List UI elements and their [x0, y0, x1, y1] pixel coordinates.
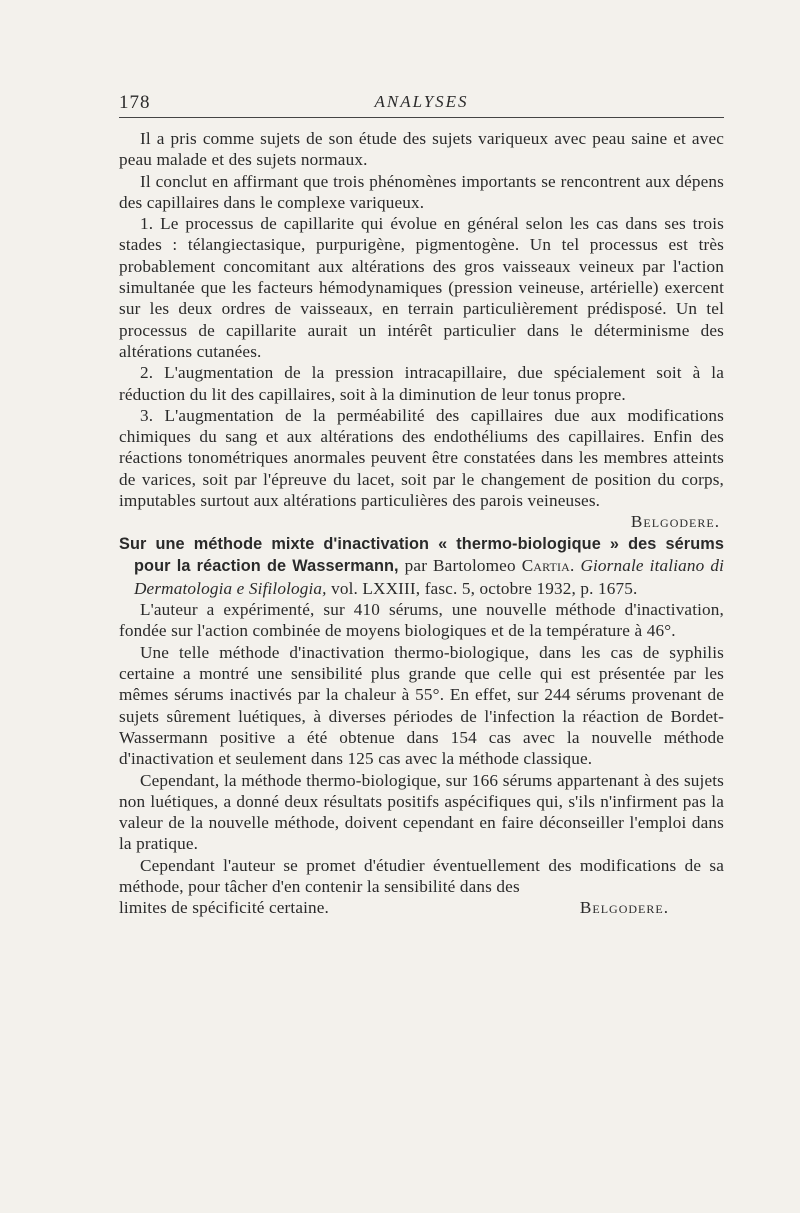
journal-name: Giornale italiano di Dermatologia e Sifilologia,: [134, 556, 725, 598]
article-title: Sur une méthode mixte d'inactivation « thermo-biologique » des sérums pour la réaction de Wassermann,: [119, 534, 724, 576]
paragraph: 2. L'augmentation de la pression intracapillaire, due spécialement soit à la réduction du lit des capillaires, soit à la diminution de leur tonus propre.: [119, 363, 724, 404]
reviewer-signature: Belgodere.: [630, 512, 720, 532]
header-rule: [119, 117, 724, 118]
paragraph: L'auteur a expérimenté, sur 410 sérums, une nouvelle méthode d'inactivation, fondée sur l'action combinée de moyens biologiques et de la température à 46°.: [119, 600, 724, 641]
by-text: par Bartolomeo: [404, 556, 516, 576]
paragraph: Cependant l'auteur se promet d'étudier éventuellement des modifications de sa méthode, pour tâcher d'en contenir la sensibilité dans des: [119, 855, 724, 896]
article-heading: [119, 533, 724, 600]
article-body: [119, 128, 724, 919]
citation: vol. LXXIII, fasc. 5, octobre 1932, p. 1675.: [331, 578, 638, 598]
page-header: [119, 92, 724, 118]
reviewer-signature: Belgodere.: [579, 898, 669, 918]
paragraph: Il a pris comme sujets de son étude des sujets variqueux avec peau saine et avec peau malade et des sujets normaux.: [119, 129, 724, 170]
final-line-text: limites de spécificité certaine.: [119, 898, 330, 918]
paragraph: 3. L'augmentation de la perméabilité des capillaires due aux modifications chimiques du sang et aux altérations des endothéliums des capillaires. Enfin des réactions tonométriques anormales peuvent être constatées dans les membres atteints de varices, soit par l'épreuve du lacet, soit par le changement de position du corps, imputables surtout aux altérations particulières des parois veineuses.: [119, 405, 724, 511]
paragraph: Une telle méthode d'inactivation thermo-biologique, dans les cas de syphilis certaine a montré une sensibilité plus grande que celle qui est présentée par les mêmes sérums inactivés par la chaleur à 55°. En effet, sur 244 sérums provenant de sujets sûrement luétiques, à diverses périodes de l'infection la réaction de Bordet-Wassermann positive a été obtenue dans 154 cas avec la nouvelle méthode d'inactivation et seulement dans 125 cas avec la méthode classique.: [119, 642, 724, 769]
page-number: 178: [119, 92, 151, 113]
running-title: ANALYSES: [374, 92, 469, 111]
paragraph: Cependant, la méthode thermo-biologique, sur 166 sérums appartenant à des sujets non luétiques, a donné deux résultats positifs aspécifiques qui, s'ils n'infirment pas la valeur de la nouvelle méthode, doivent cependant en faire déconseiller l'emploi dans la pratique.: [119, 770, 724, 854]
paragraph: Il conclut en affirmant que trois phénomènes importants se rencontrent aux dépens des capillaires dans le complexe variqueux.: [119, 171, 724, 212]
final-line: [119, 897, 724, 918]
author-name: Cartia.: [521, 556, 575, 576]
paragraph: 1. Le processus de capillarite qui évolue en général selon les cas dans ses trois stades : télangiectasique, purpurigène, pigmentogène. Un tel processus est très probablement concomitant aux altérations des gros vaisseaux veineux par l'action simultanée que les facteurs hémodynamiques (pression veineuse, artérielle) exercent sur les deux ordres de vaisseaux, en terrain particulièrement prédisposé. Un tel processus de capillarite aurait un intérêt particulier dans le déterminisme des altérations cutanées.: [119, 214, 724, 361]
